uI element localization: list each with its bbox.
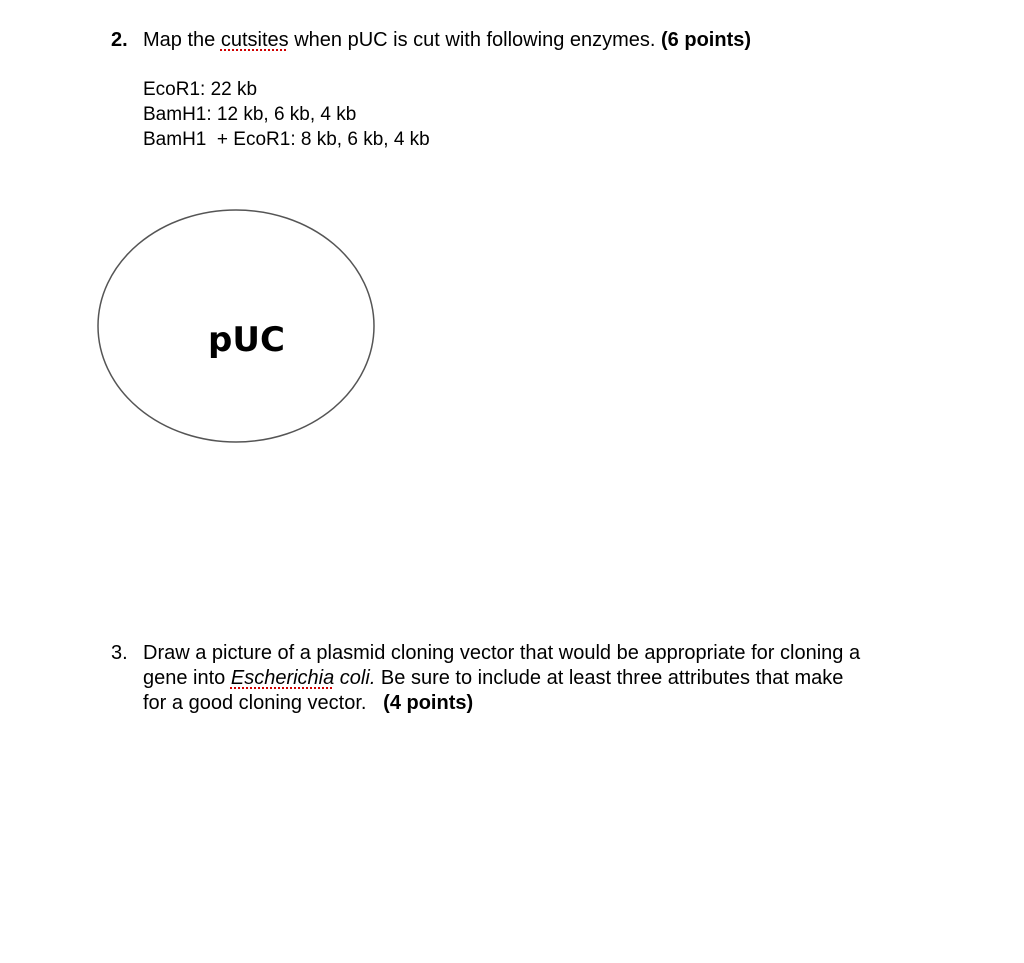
question-3-points: (4 points) bbox=[383, 692, 474, 714]
question-3-line-1: Draw a picture of a plasmid cloning vector that would be appropriate for cloning a bbox=[143, 642, 861, 664]
question-2-text-end: when pUC is cut with following enzymes. bbox=[288, 29, 662, 51]
question-3-line-2 bbox=[143, 666, 971, 691]
question-3-flagged-word: Escherichia bbox=[230, 667, 335, 689]
question-3-line-3-text: for a good cloning vector. bbox=[143, 692, 384, 714]
plasmid-label: pUC bbox=[208, 320, 285, 360]
question-2-flagged-word: cutsites bbox=[220, 29, 289, 51]
digest-ecor1: EcoR1: 22 kb bbox=[143, 79, 258, 100]
question-2-number: 2. bbox=[111, 29, 128, 51]
digest-bamh1: BamH1: 12 kb, 6 kb, 4 kb bbox=[143, 104, 357, 125]
question-3-line-3 bbox=[143, 691, 971, 716]
question-3-line-2-end: Be sure to include at least three attributes that make bbox=[375, 667, 844, 689]
question-2-text-start: Map the bbox=[143, 29, 221, 51]
digest-double: BamH1 + EcoR1: 8 kb, 6 kb, 4 kb bbox=[143, 129, 430, 150]
question-3-species: coli. bbox=[334, 667, 376, 689]
question-3-line-2-start: gene into bbox=[143, 667, 231, 689]
question-3-number: 3. bbox=[111, 642, 128, 664]
question-2-points: (6 points) bbox=[661, 29, 752, 51]
question-3-prompt bbox=[143, 641, 971, 716]
question-3 bbox=[111, 641, 971, 716]
